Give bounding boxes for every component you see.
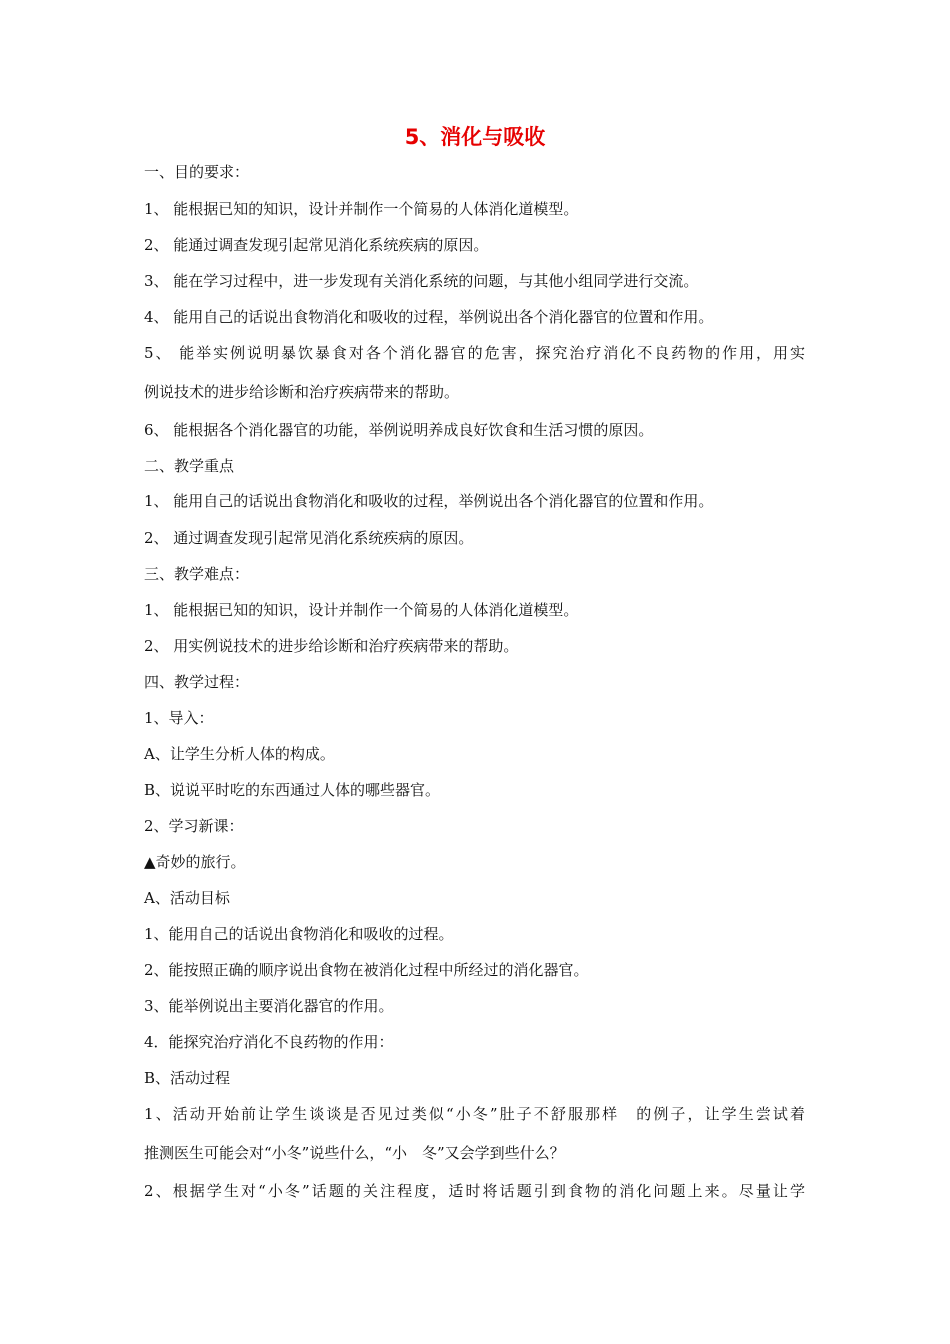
process-step-new-lesson: 2、学习新课： <box>144 817 244 835</box>
objective-item-5: 5、 能举实例说明暴饮暴食对各个消化器官的危害，探究治疗消化不良药物的作用，用实 <box>144 344 805 362</box>
objective-item-6: 6、 能根据各个消化器官的功能，举例说明养成良好饮食和生活习惯的原因。 <box>144 421 654 439</box>
activity-goal-3: 3、能举例说出主要消化器官的作用。 <box>144 997 394 1015</box>
introduction-item-a: A、让学生分析人体的构成。 <box>144 745 335 763</box>
section-heading-difficulties: 三、教学难点： <box>144 565 250 583</box>
objective-item-3: 3、 能在学习过程中，进一步发现有关消化系统的问题，与其他小组同学进行交流。 <box>144 272 699 290</box>
activity-process-item-2: 2、根据学生对“小冬”话题的关注程度，适时将话题引到食物的消化问题上来。尽量让学 <box>144 1182 805 1200</box>
section-heading-key-points: 二、教学重点 <box>144 457 235 475</box>
activity-goal-4: 4．能探究治疗消化不良药物的作用： <box>144 1033 394 1051</box>
section-heading-process: 四、教学过程： <box>144 673 250 691</box>
objective-item-4: 4、 能用自己的话说出食物消化和吸收的过程，举例说出各个消化器官的位置和作用。 <box>144 308 714 326</box>
activity-process-item-1-continued: 推测医生可能会对“小冬”说些什么，“小 冬”又会学到些什么？ <box>144 1144 565 1162</box>
process-step-introduction: 1、导入： <box>144 709 214 727</box>
objective-item-2: 2、 能通过调查发现引起常见消化系统疾病的原因。 <box>144 236 489 254</box>
document-title: 5、消化与吸收 <box>404 125 546 149</box>
key-point-item-1: 1、 能用自己的话说出食物消化和吸收的过程，举例说出各个消化器官的位置和作用。 <box>144 492 714 510</box>
activity-title: ▲奇妙的旅行。 <box>144 853 246 871</box>
key-point-item-2: 2、 通过调查发现引起常见消化系统疾病的原因。 <box>144 529 474 547</box>
section-heading-objectives: 一、目的要求： <box>144 163 250 181</box>
objective-item-5-continued: 例说技术的进步给诊断和治疗疾病带来的帮助。 <box>144 383 460 401</box>
difficulty-item-1: 1、 能根据已知的知识，设计并制作一个简易的人体消化道模型。 <box>144 601 579 619</box>
activity-goals-heading: A、活动目标 <box>144 889 230 907</box>
activity-process-item-1: 1、活动开始前让学生谈谈是否见过类似“小冬”肚子不舒服那样 的例子，让学生尝试着 <box>144 1105 805 1123</box>
activity-goal-1: 1、能用自己的话说出食物消化和吸收的过程。 <box>144 925 454 943</box>
difficulty-item-2: 2、 用实例说技术的进步给诊断和治疗疾病带来的帮助。 <box>144 637 519 655</box>
activity-goal-2: 2、能按照正确的顺序说出食物在被消化过程中所经过的消化器官。 <box>144 961 589 979</box>
activity-process-heading: B、活动过程 <box>144 1069 231 1087</box>
introduction-item-b: B、说说平时吃的东西通过人体的哪些器官。 <box>144 781 441 799</box>
objective-item-1: 1、 能根据已知的知识，设计并制作一个简易的人体消化道模型。 <box>144 200 579 218</box>
